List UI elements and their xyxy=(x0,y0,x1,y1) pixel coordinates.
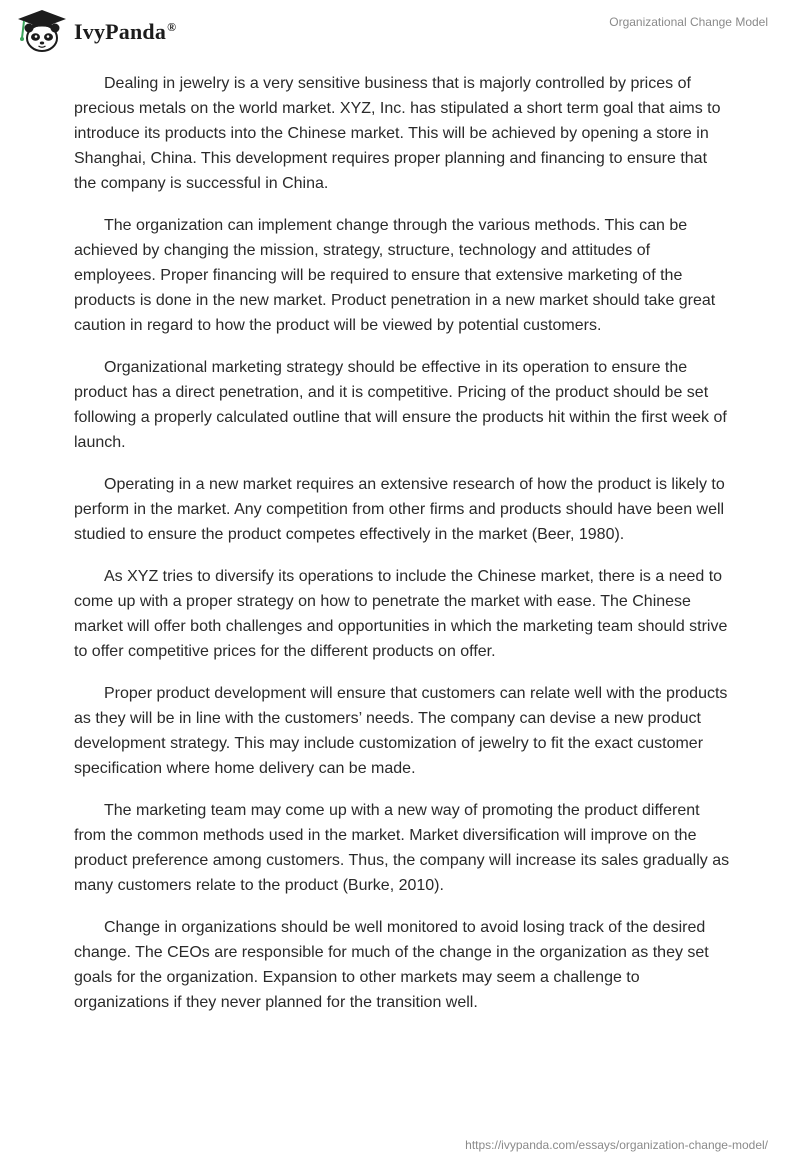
paragraph: The marketing team may come up with a new way of promoting the product different from the common methods used in the market. Market diversification will improve on the product preference among customers. Thus, the company will increase its sales gradually as many customers relate to the product (Burke, 2010). xyxy=(74,802,730,894)
paragraph: Organizational marketing strategy should be effective in its operation to ensure the product has a direct penetration, and it is competitive. Pricing of the product should be set following a properly calculated outline that will ensure the products hit within the first week of launch. xyxy=(74,359,727,451)
document-title: Organizational Change Model xyxy=(609,15,768,29)
registered-mark: ® xyxy=(167,19,177,34)
paragraph: The organization can implement change through the various methods. This can be achieved by changing the mission, strategy, structure, technology and attitudes of employees. Proper financing will be required to ensure that extensive marketing of the products is done in the new market. Product penetration in a new market should take great caution in regard to how the product will be viewed by potential customers. xyxy=(74,217,716,334)
paragraph: Change in organizations should be well monitored to avoid losing track of the desired change. The CEOs are responsible for much of the change in the organization as they set goals for the organization. Expansion to other markets may seem a challenge to organizations if they never planned for the transition well. xyxy=(74,919,709,1011)
page-header xyxy=(0,0,800,60)
paragraph: Operating in a new market requires an extensive research of how the product is likely to perform in the market. Any competition from other firms and products should have been well studied to ensure the product competes effectively in the market (Beer, 1980). xyxy=(74,476,725,543)
source-url[interactable]: https://ivypanda.com/essays/organization-change-model/ xyxy=(465,1138,768,1152)
paragraph: Proper product development will ensure that customers can relate well with the products as they will be in line with the customers’ needs. The company can devise a new product development strategy. This may include customization of jewelry to fit the exact customer specification where home delivery can be made. xyxy=(74,685,728,777)
brand-name: IvyPanda® xyxy=(74,19,177,44)
paragraph: As XYZ tries to diversify its operations to include the Chinese market, there is a need to come up with a proper strategy on how to penetrate the market with ease. The Chinese market will offer both challenges and opportunities in which the marketing team should strive to offer competitive prices for the different products on offer. xyxy=(74,568,728,660)
brand-logo[interactable] xyxy=(14,8,176,54)
panda-logo-icon xyxy=(14,8,70,54)
essay-body xyxy=(74,71,730,1032)
paragraph: Dealing in jewelry is a very sensitive business that is majorly controlled by prices of precious metals on the world market. XYZ, Inc. has stipulated a short term goal that aims to introduce its products into the Chinese market. This will be achieved by opening a store in Shanghai, China. This development requires proper planning and financing to ensure that the company is successful in China. xyxy=(74,75,721,192)
